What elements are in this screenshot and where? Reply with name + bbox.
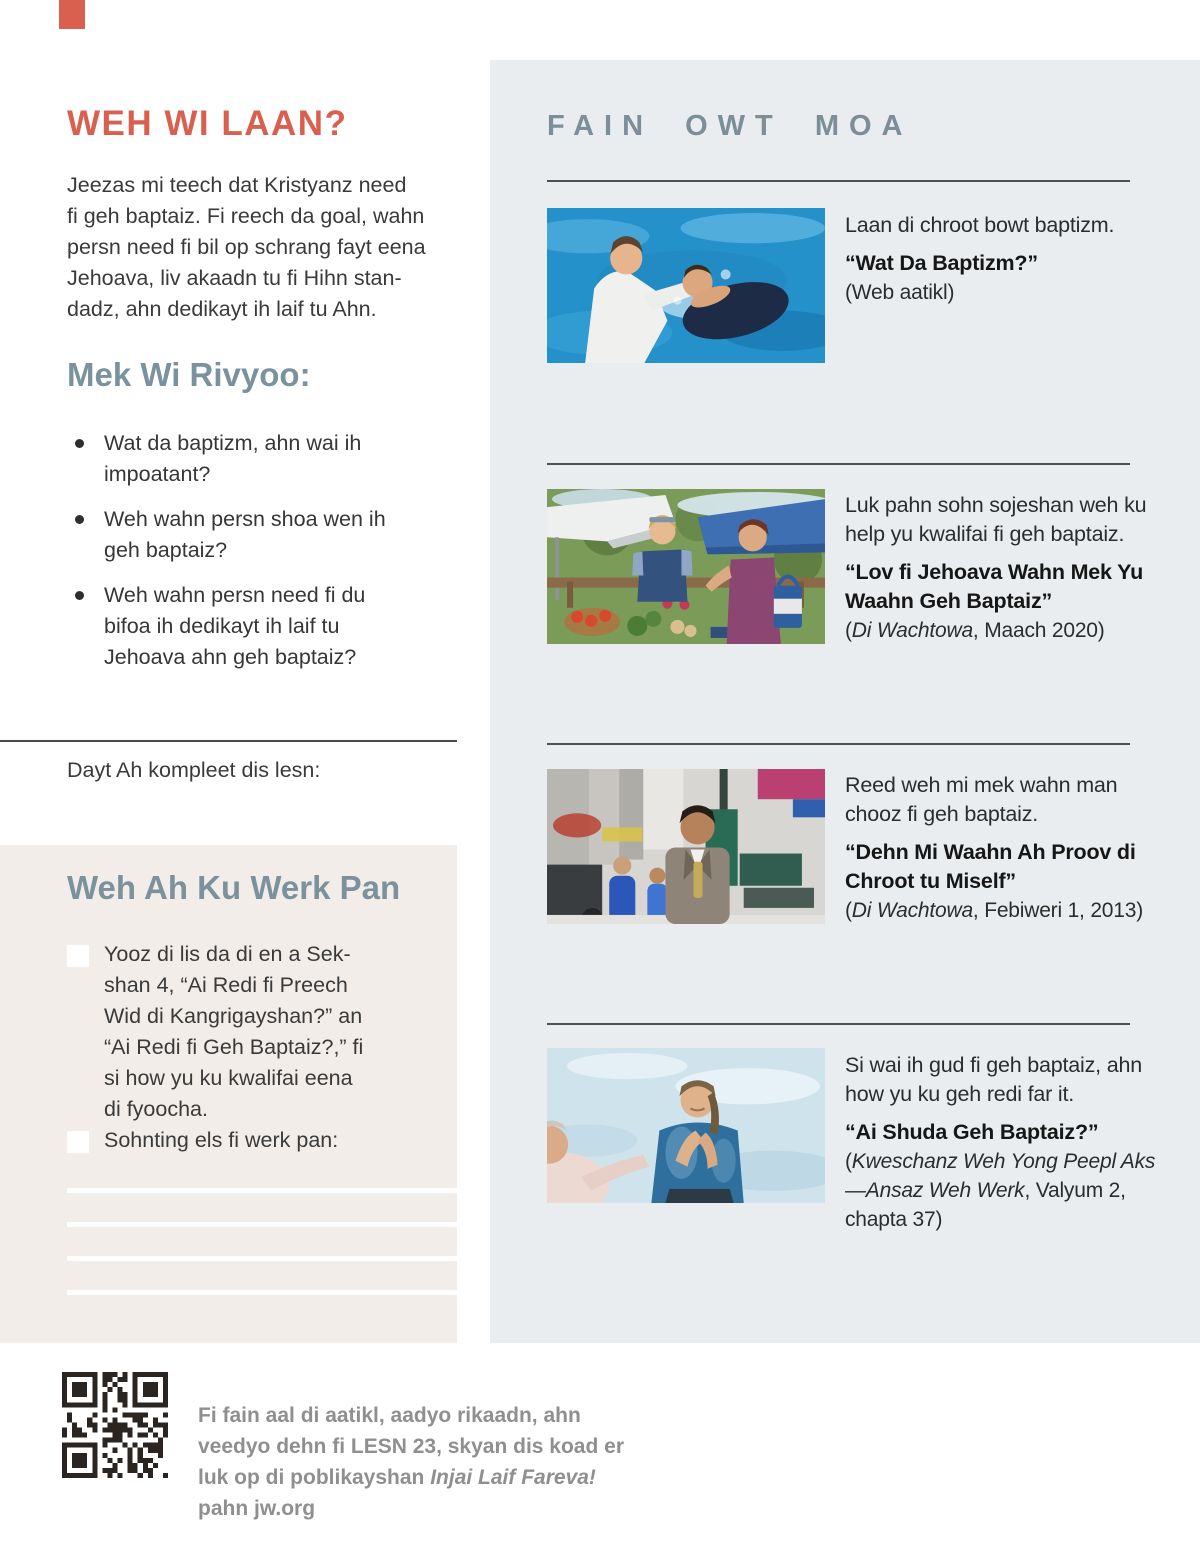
review-bullet: Weh wahn persn need fi du bifoa ih dedikayt ih laif tu Jehoava ahn geh baptaiz? (67, 580, 387, 673)
bullet-dot-icon (75, 515, 84, 524)
item-lead: Si wai ih gud fi geh baptaiz, ahn how yu ku geh redi far it. (845, 1053, 1142, 1106)
work-on-item (67, 1125, 404, 1156)
blank-write-line (67, 1256, 457, 1261)
checkbox-icon (67, 1131, 89, 1153)
qr-code (62, 1372, 168, 1478)
blank-write-line (67, 1290, 457, 1295)
item-source: (Web aatikl) (845, 281, 955, 304)
find-out-more-panel (490, 60, 1200, 1343)
work-on-heading: Weh Ah Ku Werk Pan (67, 869, 401, 906)
section-rule (547, 463, 1130, 465)
find-out-more-item (845, 211, 1157, 307)
item-source: (Kweschanz Weh Yong Peepl Aks —Ansaz Weh Werk, Valyum 2, chapta 37) (845, 1150, 1156, 1231)
date-completed-label: Dayt Ah kompleet dis lesn: (67, 758, 321, 782)
checkbox-icon (67, 945, 89, 967)
item-title: “Dehn Mi Waahn Ah Proov di Chroot tu Miself” (845, 840, 1136, 893)
young-woman-baptism-photo (547, 1048, 825, 1203)
item-title: “Lov fi Jehoava Wahn Mek Yu Waahn Geh Baptaiz” (845, 560, 1144, 613)
section-rule (547, 743, 1130, 745)
item-title: “Ai Shuda Geh Baptaiz?” (845, 1120, 1099, 1144)
blank-write-line (67, 1222, 457, 1227)
work-on-panel (0, 845, 457, 1343)
review-bullet-list (67, 428, 387, 687)
item-lead: Laan di chroot bowt baptizm. (845, 213, 1115, 237)
item-lead: Reed weh mi mek wahn man chooz fi geh baptaiz. (845, 773, 1118, 826)
left-divider-rule (0, 740, 457, 742)
bullet-dot-icon (75, 439, 84, 448)
city-street-photo (547, 769, 825, 924)
what-we-learn-heading: WEH WI LAAN? (67, 104, 348, 143)
work-on-item-text: Yooz di lis da di en a Sek- shan 4, “Ai Redi fi Preech Wid di Kangrigayshan?” an “Ai Redi fi Geh Baptaiz?,” fi si how yu ku kwalifai eena di fyoocha. (104, 942, 364, 1121)
item-title: “Wat Da Baptizm?” (845, 251, 1038, 275)
bullet-dot-icon (75, 591, 84, 600)
item-lead: Luk pahn sohn sojeshan weh ku help yu kwalifai fi geh baptaiz. (845, 493, 1147, 546)
baptism-pool-photo (547, 208, 825, 363)
footer-note: Fi fain aal di aatikl, aadyo rikaadn, ahn veedyo dehn fi LESN 23, skyan dis koad er luk op di poblikayshan Injai Laif Fareva! pahn jw.org (198, 1404, 624, 1520)
item-source: (Di Wachtowa, Maach 2020) (845, 619, 1105, 642)
review-bullet: Weh wahn persn shoa wen ih geh baptaiz? (67, 504, 387, 566)
work-on-item (67, 939, 404, 1125)
intro-paragraph: Jeezas mi teech dat Kristyanz need fi geh baptaiz. Fi reech da goal, wahn persn need fi bil op schrang fayt eena Jehoava, liv akaadn tu fi Hihn stan- dadz, ahn dedikayt ih laif tu Ahn. (67, 173, 426, 321)
section-rule (547, 1023, 1130, 1025)
find-out-more-item (845, 771, 1157, 925)
review-heading: Mek Wi Rivyoo: (67, 356, 311, 393)
find-out-more-item (845, 1051, 1157, 1234)
item-source: (Di Wachtowa, Febiweri 1, 2013) (845, 899, 1144, 922)
lesson-tab-bleed (59, 0, 85, 29)
find-out-more-item (845, 491, 1157, 645)
review-bullet: Wat da baptizm, ahn wai ih impoatant? (67, 428, 387, 490)
publication-title: Injai Laif Fareva! (430, 1466, 596, 1489)
farmers-market-photo (547, 489, 825, 644)
work-on-item-text: Sohnting els fi werk pan: (104, 1128, 339, 1152)
blank-write-line (67, 1188, 457, 1193)
find-out-more-heading: FAIN OWT MOA (547, 110, 913, 142)
section-rule (547, 180, 1130, 182)
